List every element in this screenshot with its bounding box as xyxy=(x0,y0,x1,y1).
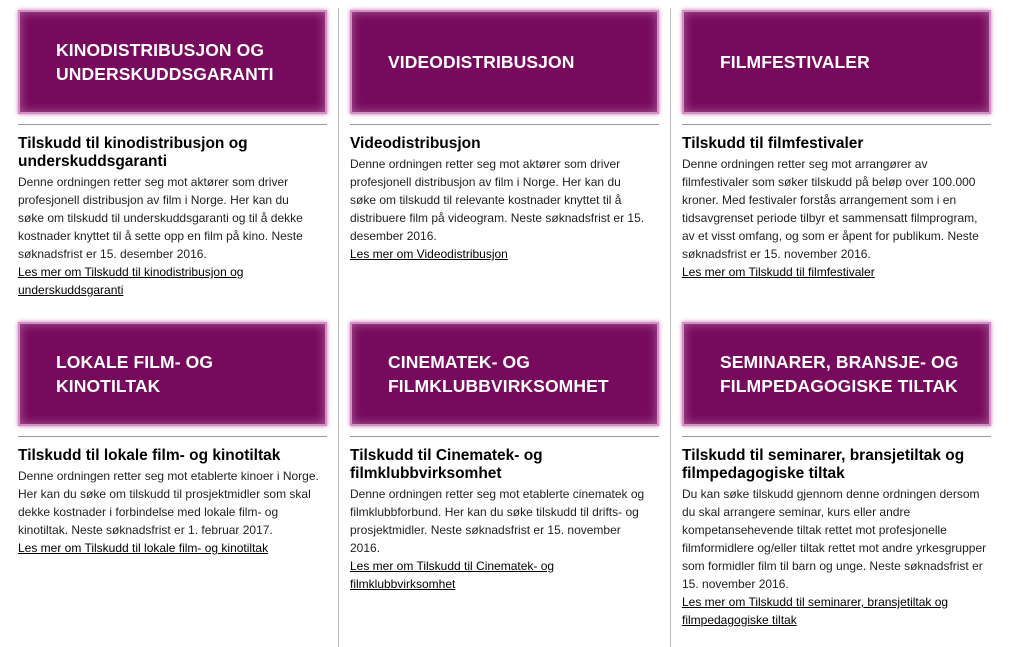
read-more-link[interactable]: Les mer om Tilskudd til filmfestivaler xyxy=(682,265,875,279)
divider xyxy=(350,436,659,437)
card-title: Tilskudd til kinodistribusjon og underskuddsgaranti xyxy=(18,135,248,170)
divider xyxy=(18,436,327,437)
card-description: Denne ordningen retter seg mot etablerte kinoer i Norge. Her kan du søke om tilskudd til prosjektmidler som skal dekke kostnader i forbindelse med lokale film- og kinotiltak. Neste søknadsfrist er 1. februar 2017. xyxy=(18,469,319,537)
read-more-link[interactable]: Les mer om Tilskudd til seminarer, bransjetiltak og filmpedagogiske tiltak xyxy=(682,595,949,627)
banner-label: FILMFESTIVALER xyxy=(720,52,870,72)
divider xyxy=(350,124,659,125)
card-title: Videodistribusjon xyxy=(350,135,481,152)
read-more-link[interactable]: Les mer om Videodistribusjon xyxy=(350,247,508,261)
divider xyxy=(682,124,991,125)
banner-label: SEMINARER, BRANSJE- OG FILMPEDAGOGISKE TILTAK xyxy=(720,352,959,396)
banner-cinematek[interactable] xyxy=(350,322,659,426)
divider xyxy=(18,124,327,125)
card-description: Du kan søke tilskudd gjennom denne ordningen dersom du skal arrangere seminar, kurs eller andre kompetansehevende tiltak rettet mot profesjonelle filmformidlere og/eller tiltak rettet mot andre yrkesgrupper som formidler film til barn og unge. Neste søknadsfrist er 15. november 2016. xyxy=(682,487,987,591)
card-description: Denne ordningen retter seg mot etablerte cinematek og filmklubbforbund. Her kan du søke tilskudd til drifts- og prosjektmidler. Neste søknadsfrist er 15. november 2016. xyxy=(350,487,645,555)
banner-label: KINODISTRIBUSJON OG UNDERSKUDDSGARANTI xyxy=(56,40,274,84)
card-title: Tilskudd til seminarer, bransjetiltak og filmpedagogiske tiltak xyxy=(682,447,965,482)
card-description: Denne ordningen retter seg mot arrangører av filmfestivaler som søker tilskudd på beløp over 100.000 kroner. Med festivaler forstås arrangement som i en tidsavgrenset periode tilbyr et sammensatt filmprogram, av et visst omfang, og som er åpent for publikum. Neste søknadsfrist er 15. november 2016. xyxy=(682,157,979,261)
divider xyxy=(682,436,991,437)
grant-card-videodistribusjon xyxy=(350,10,660,263)
card-description: Denne ordningen retter seg mot aktører som driver profesjonell distribusjon av film i Norge. Her kan du søke om tilskudd til relevante kostnader knyttet til å distribuere film på videogram. Neste søknadsfrist er 15. desember 2016. xyxy=(350,157,645,243)
card-title: Tilskudd til lokale film- og kinotiltak xyxy=(18,447,281,464)
grant-card-seminarer xyxy=(682,322,992,629)
read-more-link[interactable]: Les mer om Tilskudd til Cinematek- og filmklubbvirksomhet xyxy=(350,559,555,591)
banner-videodistribusjon[interactable] xyxy=(350,10,659,114)
card-title: Tilskudd til Cinematek- og filmklubbvirksomhet xyxy=(350,447,543,482)
grant-card-lokale-film xyxy=(18,322,328,557)
banner-seminarer[interactable] xyxy=(682,322,991,426)
grant-card-kinodistribusjon xyxy=(18,10,328,299)
banner-lokale-film[interactable] xyxy=(18,322,327,426)
grant-card-filmfestivaler xyxy=(682,10,992,281)
column-divider xyxy=(670,8,671,647)
grant-card-cinematek xyxy=(350,322,660,593)
banner-kinodistribusjon[interactable] xyxy=(18,10,327,114)
banner-label: CINEMATEK- OG FILMKLUBBVIRKSOMHET xyxy=(388,352,609,396)
read-more-link[interactable]: Les mer om Tilskudd til lokale film- og kinotiltak xyxy=(18,541,269,555)
banner-filmfestivaler[interactable] xyxy=(682,10,991,114)
read-more-link[interactable]: Les mer om Tilskudd til kinodistribusjon og underskuddsgaranti xyxy=(18,265,244,297)
column-divider xyxy=(338,8,339,647)
card-title: Tilskudd til filmfestivaler xyxy=(682,135,864,152)
card-description: Denne ordningen retter seg mot aktører som driver profesjonell distribusjon av film i Norge. Her kan du søke om tilskudd til underskuddsgaranti og til å dekke kostnader knyttet til å sette opp en film på kino. Neste søknadsfrist er 15. desember 2016. xyxy=(18,175,303,261)
banner-label: VIDEODISTRIBUSJON xyxy=(388,52,575,72)
banner-label: LOKALE FILM- OG KINOTILTAK xyxy=(56,352,214,396)
